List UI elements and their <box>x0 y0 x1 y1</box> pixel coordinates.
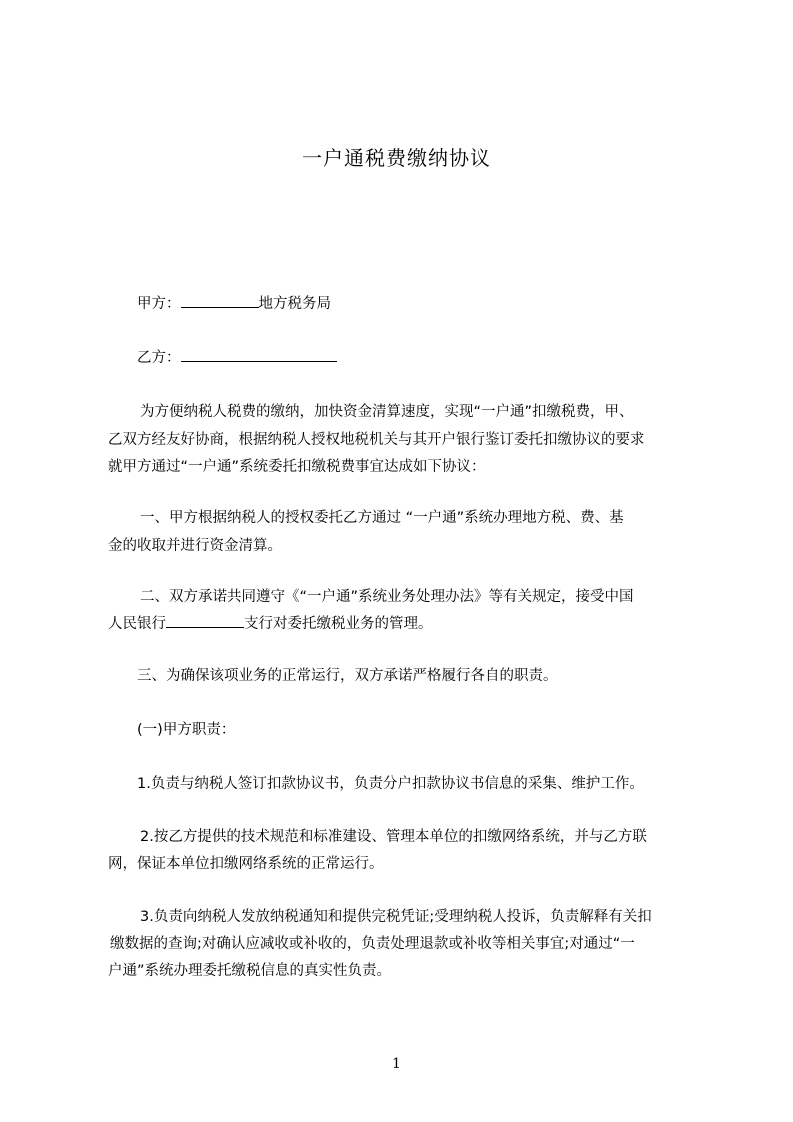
bank-branch-blank <box>166 613 244 628</box>
clause-1-line-1: 一、甲方根据纳税人的授权委托乙方通过 “一户通”系统办理地方税、费、基 <box>140 510 624 526</box>
party-b-line <box>137 346 337 367</box>
clause-2-line-2 <box>108 612 433 633</box>
clause-3: 三、为确保该项业务的正常运行，双方承诺严格履行各自的职责。 <box>137 668 558 684</box>
page-number: 1 <box>392 1056 401 1072</box>
item-3-line-1: 3.负责向纳税人发放纳税通知和提供完税凭证;受理纳税人投诉，负责解释有关扣 <box>140 909 652 925</box>
intro-line-3: 就甲方通过“一户通”系统委托扣缴税费事宜达成如下协议： <box>108 459 486 475</box>
intro-line-1: 为方便纳税人税费的缴纳，加快资金清算速度，实现“一户通”扣缴税费，甲、 <box>140 404 634 420</box>
clause-1-line-2: 金的收取并进行资金清算。 <box>108 538 282 554</box>
item-2-line-1: 2.按乙方提供的技术规范和标准建设、管理本单位的扣缴网络系统，并与乙方联 <box>140 829 647 845</box>
party-b-blank <box>181 347 337 362</box>
party-a-suffix: 地方税务局 <box>258 296 331 312</box>
clause-2-bank-suffix: 支行对委托缴税业务的管理。 <box>244 616 433 632</box>
clause-2-line-1: 二、双方承诺共同遵守《“一户通”系统业务处理办法》等有关规定，接受中国 <box>140 589 634 605</box>
party-b-label: 乙方： <box>137 350 181 366</box>
party-a-label: 甲方： <box>137 296 181 312</box>
clause-2-bank-prefix: 人民银行 <box>108 616 166 632</box>
document-title: 一户通税费缴纳协议 <box>302 146 491 170</box>
item-3-line-3: 户通”系统办理委托缴税信息的真实性负责。 <box>108 963 392 979</box>
item-1: 1.负责与纳税人签订扣款协议书，负责分户扣款协议书信息的采集、维护工作。 <box>137 776 644 792</box>
item-3-line-2: 缴数据的查询;对确认应减收或补收的，负责处理退款或补收等相关事宜;对通过“一 <box>110 936 635 952</box>
section-a-heading: (一)甲方职责： <box>137 722 236 738</box>
item-2-line-2: 网，保证本单位扣缴网络系统的正常运行。 <box>108 856 384 872</box>
intro-line-2: 乙双方经友好协商，根据纳税人授权地税机关与其开户银行鉴订委托扣缴协议的要求 <box>108 432 645 448</box>
party-a-blank <box>181 293 259 308</box>
party-a-line <box>137 292 331 313</box>
